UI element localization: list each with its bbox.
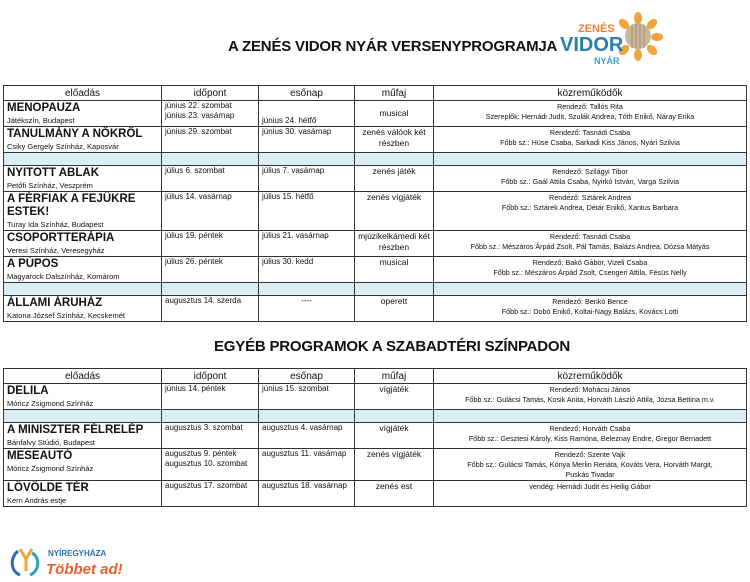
date-cell — [162, 481, 259, 507]
contributors-cell — [434, 449, 747, 481]
contributor-line: vendég: Hernádi Judit és Heilig Gábor — [529, 482, 651, 491]
genre-cell: operett — [355, 296, 434, 322]
sunflower-icon — [617, 12, 663, 61]
separator-cell — [355, 410, 434, 423]
city-emblem-icon — [12, 549, 38, 575]
theatre-name: Móricz Zsigmond Színház — [7, 399, 94, 408]
performance-title: NYITOTT ABLAK — [7, 167, 99, 179]
program-row — [4, 296, 747, 322]
program-row — [4, 423, 747, 449]
separator-cell — [259, 410, 355, 423]
contributor-line: Rendező: Mohácsi János — [549, 385, 631, 394]
separator-cell — [434, 153, 747, 166]
rain-date: július 30. kedd — [262, 257, 314, 266]
rain-date: július 21. vasárnap — [262, 231, 329, 240]
performance-date: augusztus 9. péntek — [165, 449, 237, 458]
header-esonap: esőnap — [259, 86, 355, 101]
header-esonap: esőnap — [259, 369, 355, 384]
header-kozremukodok: közreműködők — [434, 86, 747, 101]
genre-cell: musical — [355, 257, 434, 283]
performance-date: július 26. péntek — [165, 257, 223, 266]
performance-date: augusztus 3. szombat — [165, 423, 243, 432]
contributor-line: Rendező: Szilágyi Tibor — [552, 167, 628, 176]
date-cell — [162, 296, 259, 322]
rain-date-cell — [259, 127, 355, 153]
theatre-name: Móricz Zsigmond Színház — [7, 464, 94, 473]
date-cell — [162, 257, 259, 283]
performance-date: augusztus 10. szombat — [165, 459, 248, 468]
rain-date-cell — [259, 423, 355, 449]
header-mufaj: műfaj — [355, 369, 434, 384]
rain-date: június 24. hétfő — [262, 116, 317, 125]
separator-cell — [434, 410, 747, 423]
contributors-cell — [434, 257, 747, 283]
program-row — [4, 449, 747, 481]
contributor-line: Főbb sz.: Mészáros Árpád Zsolt, Csengeri Attila, Fésüs Nelly — [493, 268, 687, 277]
performance-title: DELILA — [7, 385, 49, 397]
theatre-name: Bánfalvy Stúdió, Budapest — [7, 438, 95, 447]
rain-date-cell — [259, 481, 355, 507]
performance-cell — [4, 127, 162, 153]
date-cell — [162, 192, 259, 231]
rain-date: ---- — [301, 296, 312, 305]
performance-title: MENOPAUZA — [7, 102, 81, 114]
header-eloadas: előadás — [4, 86, 162, 101]
performance-date: július 14. vasárnap — [165, 192, 232, 201]
program-row — [4, 231, 747, 257]
genre-cell: musical — [355, 101, 434, 127]
performance-date: augusztus 17. szombat — [165, 481, 248, 490]
contributor-line: Rendező: Szente Vajk — [554, 450, 626, 459]
performance-date: június 29. szombat — [165, 127, 232, 136]
header-mufaj: műfaj — [355, 86, 434, 101]
rain-date-cell — [259, 192, 355, 231]
performance-cell — [4, 296, 162, 322]
performance-cell — [4, 101, 162, 127]
program-row — [4, 384, 747, 410]
contributors-cell — [434, 296, 747, 322]
rain-date: augusztus 18. vasárnap — [262, 481, 347, 490]
separator-row — [4, 153, 747, 166]
separator-cell — [355, 283, 434, 296]
performance-cell — [4, 449, 162, 481]
theatre-name: Katona József Színház, Kecskemét — [7, 311, 125, 320]
contributor-line: Főbb sz.: Hüse Csaba, Sarkadi Kiss János, Nyári Szilvia — [500, 138, 680, 147]
contributor-line: Rendező: Tasnádi Csaba — [549, 232, 631, 241]
date-cell — [162, 166, 259, 192]
program-row — [4, 192, 747, 231]
genre-cell: mjúzikelkámedi két részben — [355, 231, 434, 257]
other-programs-table — [3, 368, 747, 507]
page-title: A ZENÉS VIDOR NYÁR VERSENYPROGRAMJA — [228, 38, 558, 55]
separator-cell — [434, 283, 747, 296]
performance-cell — [4, 481, 162, 507]
performance-cell — [4, 423, 162, 449]
section-title: EGYÉB PROGRAMOK A SZABADTÉRI SZÍNPADON — [214, 338, 571, 355]
contributors-cell — [434, 101, 747, 127]
competition-program-table — [3, 85, 747, 322]
contributors-cell — [434, 127, 747, 153]
svg-text:ZENÉS: ZENÉS — [578, 23, 615, 35]
separator-cell — [259, 283, 355, 296]
performance-date: június 14. péntek — [165, 384, 226, 393]
contributor-line: Rendező: Tasnádi Csaba — [549, 128, 631, 137]
separator-cell — [4, 283, 162, 296]
separator-cell — [4, 410, 162, 423]
genre-cell: zenés válóok két részben — [355, 127, 434, 153]
separator-cell — [355, 153, 434, 166]
performance-title: TANULMÁNY A NŐKRŐL — [7, 128, 143, 140]
performance-date: július 19. péntek — [165, 231, 223, 240]
contributor-line: Főbb sz.: Gaál Attila Csaba, Nyirkó István, Varga Szilvia — [500, 177, 680, 186]
header-eloadas: előadás — [4, 369, 162, 384]
performance-title: A PÚPOS — [7, 258, 59, 270]
svg-text:NYÁR: NYÁR — [594, 56, 620, 66]
separator-cell — [162, 153, 259, 166]
rain-date-cell — [259, 257, 355, 283]
performance-cell — [4, 257, 162, 283]
contributor-line: Főbb sz.: Sztárek Andrea, Détár Enikő, Xantus Barbara — [501, 203, 679, 212]
rain-date: június 30. vasárnap — [262, 127, 332, 136]
rain-date: augusztus 11. vasárnap — [262, 449, 347, 458]
performance-cell — [4, 384, 162, 410]
performance-date: június 23. vasárnap — [165, 111, 235, 120]
contributor-line: Rendező: Horváth Csaba — [549, 424, 631, 433]
header-idopont: időpont — [162, 369, 259, 384]
performance-date: június 22. szombat — [165, 101, 232, 110]
contributors-cell — [434, 192, 747, 231]
genre-cell: zenés vígjáték — [355, 192, 434, 231]
svg-text:NYÍREGYHÁZA: NYÍREGYHÁZA — [48, 549, 107, 558]
contributor-line: Szereplők: Hernádi Judit, Szulák Andrea, Tóth Enikő, Náray Erika — [485, 112, 695, 121]
contributor-line: Főbb sz.: Mészáros Árpád Zsolt, Pál Tamás, Balázs Andrea, Dózsa Mátyás — [470, 242, 710, 251]
performance-title: CSOPORTTERÁPIA — [7, 232, 115, 244]
contributor-line: Rendező: Bakó Gábor, Vizeli Csaba — [532, 258, 648, 267]
zenes-vidor-nyar-logo — [556, 6, 666, 74]
date-cell — [162, 101, 259, 127]
separator-cell — [162, 283, 259, 296]
genre-cell: vígjáték — [355, 423, 434, 449]
separator-row — [4, 410, 747, 423]
theatre-name: Turay Ida Színház, Budapest — [7, 220, 104, 229]
rain-date: július 15. hétfő — [262, 192, 314, 201]
contributors-cell — [434, 384, 747, 410]
contributor-line: Főbb sz.: Dobó Enikő, Koltai-Nagy Balázs, Kovács Lotti — [501, 307, 679, 316]
performance-title: MESEAUTÓ — [7, 450, 73, 462]
contributor-line: Főbb sz.: Gulácsi Tamás, Kosik Anita, Horváth László Attila, Józsa Bettina m.v. — [465, 395, 715, 404]
date-cell — [162, 449, 259, 481]
performance-cell — [4, 231, 162, 257]
performance-title: A FÉRFIAK A FEJÜKRE ESTEK! — [7, 193, 136, 218]
contributor-line: Rendező: Benkó Bence — [552, 297, 628, 306]
contributor-line: Rendező: Tallós Rita — [557, 102, 623, 111]
genre-cell: zenés vígjáték — [355, 449, 434, 481]
performance-date: augusztus 14. szerda — [165, 296, 242, 305]
header-idopont: időpont — [162, 86, 259, 101]
rain-date-cell — [259, 231, 355, 257]
contributors-cell — [434, 423, 747, 449]
contributor-line: Főbb sz.: Gesztesi Károly, Kiss Ramóna, Beleznay Endre, Gregor Bernadett — [468, 434, 712, 443]
rain-date: augusztus 4. vasárnap — [262, 423, 343, 432]
theatre-name: Játékszín, Budapest — [7, 116, 75, 125]
theatre-name: Petőfi Színház, Veszprém — [7, 181, 93, 190]
table-header-row — [4, 86, 747, 101]
table-header-row — [4, 369, 747, 384]
program-row — [4, 481, 747, 507]
program-row — [4, 257, 747, 283]
rain-date-cell — [259, 449, 355, 481]
rain-date: június 15. szombat — [262, 384, 329, 393]
theatre-name: Csiky Gergely Színház, Kaposvár — [7, 142, 119, 151]
date-cell — [162, 127, 259, 153]
separator-cell — [259, 153, 355, 166]
performance-cell — [4, 166, 162, 192]
separator-cell — [162, 410, 259, 423]
separator-row — [4, 283, 747, 296]
program-row — [4, 166, 747, 192]
contributor-line: Rendező: Sztárek Andrea — [549, 193, 631, 202]
nyiregyhaza-logo — [8, 541, 138, 581]
svg-text:VIDOR: VIDOR — [560, 34, 624, 56]
genre-cell: zenés játék — [355, 166, 434, 192]
performance-title: A MINISZTER FÉLRELÉP — [7, 424, 144, 436]
contributors-cell — [434, 166, 747, 192]
contributors-cell — [434, 231, 747, 257]
contributors-cell — [434, 481, 747, 507]
theatre-name: Kern András estje — [7, 496, 67, 505]
svg-text:Többet ad!: Többet ad! — [46, 561, 123, 578]
rain-date-cell — [259, 384, 355, 410]
program-row — [4, 101, 747, 127]
genre-cell: vígjáték — [355, 384, 434, 410]
rain-date-cell — [259, 166, 355, 192]
performance-title: ÁLLAMI ÁRUHÁZ — [7, 297, 103, 309]
rain-date-cell — [259, 101, 355, 127]
rain-date-cell — [259, 296, 355, 322]
contributor-line: Puskás Tivadar — [565, 470, 615, 479]
contributor-line: Főbb sz.: Gulácsi Tamás, Kónya Merlin Renáta, Kováts Vera, Horváth Margit, — [467, 460, 713, 469]
genre-cell: zenés est — [355, 481, 434, 507]
performance-date: július 6. szombat — [165, 166, 225, 175]
performance-title: LÖVÖLDE TÉR — [7, 482, 89, 494]
date-cell — [162, 423, 259, 449]
separator-cell — [4, 153, 162, 166]
theatre-name: Veresi Színház, Veresegyház — [7, 246, 105, 255]
program-row — [4, 127, 747, 153]
rain-date: július 7. vasárnap — [262, 166, 325, 175]
header-kozremukodok: közreműködők — [434, 369, 747, 384]
performance-cell — [4, 192, 162, 231]
theatre-name: Magyarock Dalszínház, Komárom — [7, 272, 120, 281]
date-cell — [162, 231, 259, 257]
date-cell — [162, 384, 259, 410]
